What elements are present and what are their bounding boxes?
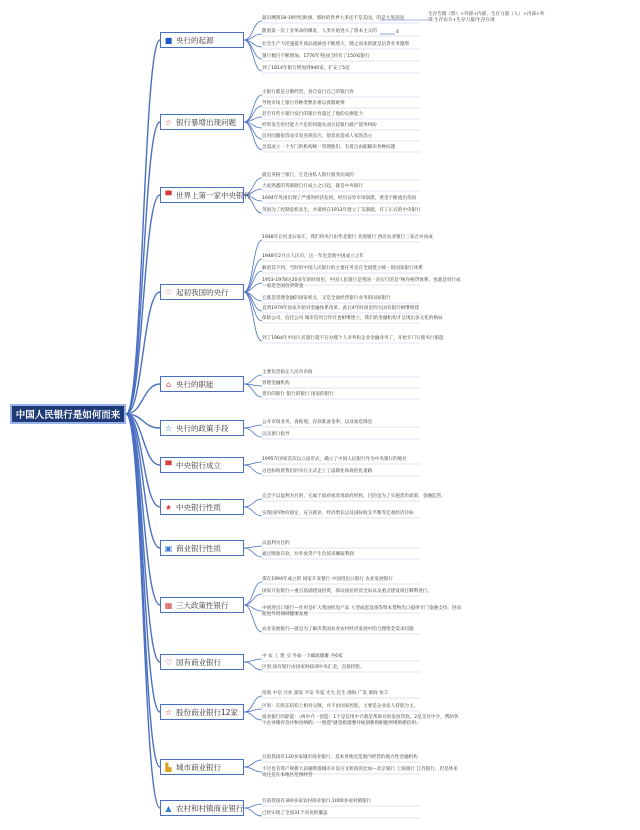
leaf-item: 到了1984年中国人民银行就不在办理个人业务和企业金融业务了，开始专门行使央行职能	[262, 336, 444, 341]
connector-line	[244, 804, 262, 808]
leaf-item: 到了1814年银行增加到940家，扩充了5倍	[262, 66, 350, 71]
category-node[interactable]	[160, 597, 244, 613]
connector-line	[244, 662, 262, 670]
star-outline-icon: ☆	[164, 423, 173, 433]
connector-line	[244, 548, 262, 557]
leaf-item: 英国为了控制危机发生，并最终在1913年建立了美联储，有了正式的中央银行	[262, 208, 421, 213]
leaf-item: 最早溯到18-19世纪欧洲，那时的世界大多还不是美国，的是大英帝国	[262, 16, 404, 21]
leaf-item: 区别：在股东结构上相对分散，并不由国家控股，主要是企业法人持股为主。	[262, 704, 419, 709]
gift-icon: ▦	[164, 600, 173, 610]
category-label: 央行的政策手段	[176, 423, 229, 433]
connector-line	[126, 414, 160, 808]
leaf-item: 保险公司，信托公司 城市信用合作社也相继建立，我们的金融机构才呈现出多元化的格局	[262, 316, 443, 321]
category-label: 世界上第一家中央银行	[176, 190, 251, 200]
connector-line	[244, 594, 262, 605]
leaf-item: 国家开发银行—重点基础建设投资，保证国民经济全局以及重点建设项目顺利进行。	[262, 589, 432, 594]
heart-outline-icon: ♡	[164, 287, 173, 297]
connector-line	[126, 122, 160, 414]
connector-line	[244, 292, 262, 311]
leaf-item: 小银行都是分散经营，各自发行自己的银行券	[262, 90, 354, 95]
connector-line	[126, 414, 160, 767]
leaf-item: 完全不以盈利为目的，它属于政府或者准政府机构，目的是为了实施货币政策，金融监管，	[262, 494, 446, 499]
connector-line	[244, 425, 262, 428]
star-outline-icon: ☆	[164, 707, 173, 717]
category-node[interactable]	[160, 420, 244, 436]
category-label: 股份商业银行12家	[176, 707, 239, 717]
leaf-item: 以及窗口指导	[262, 432, 290, 437]
leaf-item: 急需成立一个专门的机构统一管理他们，有着自由职解决各种问题	[262, 145, 396, 150]
leaf-item: 商业银行的职能：（两中介一创造）1个是信用中介就是帮助存款发放贷款。2是支付中介，帮助各个企业储存会计和出纳的。一创造“就是指需要开拓创新的职能所增的派信用。	[262, 715, 459, 726]
side-note	[428, 12, 548, 24]
category-label: 中央银行性质	[176, 502, 221, 512]
blue-square-icon: ■	[164, 35, 173, 45]
category-node[interactable]	[160, 284, 244, 300]
category-label: 央行的职能	[176, 379, 214, 389]
category-label: 央行的起源	[176, 35, 214, 45]
leaf-item: 解放其不到，当时的中国人民银行的主要任务是在全国建立统一的国家银行体系	[262, 266, 423, 271]
leaf-item: 它既是管理金融的国家机关，又是全面经营银行业务的国家银行	[262, 296, 391, 301]
leaf-item: 以盈利为目的	[262, 541, 290, 546]
category-node[interactable]	[160, 32, 244, 48]
image-icon: ▣	[164, 543, 173, 553]
leaf-item: 经常发生偿付能力不足的问题从而引起银行破产债务纠纷	[262, 123, 377, 128]
leaf-item: 实现国内物价稳定，充分就业，经济增长以及国际收支平衡等宏观经济目标	[262, 511, 414, 516]
category-node[interactable]	[160, 759, 244, 775]
leaf-item: 这也标致着我们的央行正式走上了法制化和规范化道路	[262, 469, 373, 474]
category-node[interactable]	[160, 187, 251, 203]
leaf-item: 通过吸收存款，对外放贷产生负债来赚取利润	[262, 552, 354, 557]
leaf-item: 大家熟悉的英联储自打成立之日起，就是中央银行	[262, 184, 364, 189]
leaf-item: 信用问题很容易引发连锁反应，很容易造成人家的恐心	[262, 134, 373, 139]
connector-line	[244, 507, 262, 516]
category-node[interactable]	[160, 499, 244, 515]
leaf-item: 甚至有些小银行发行的银行券超过了他的兑换能力	[262, 112, 364, 117]
connector-line	[244, 465, 262, 474]
category-label: 中央银行成立	[176, 460, 221, 470]
side-note-marker-text: 4	[396, 30, 399, 35]
leaf-item: 1948年在河北石家庄，我们将央行由华北银行 北海银行 西北农业银行三家合并而成	[262, 235, 433, 240]
red-star-icon: ★	[164, 502, 173, 512]
category-label: 商业银行性质	[176, 543, 221, 553]
building-icon: ▙	[165, 762, 172, 772]
side-note-text: 生存告假（影）+外部+内部，生存力量（人）+内部+外部 生存农力+生存力量/生存在现	[428, 12, 545, 23]
leaf-item: 就是英格兰银行，它是由私人银行演变而成的	[262, 173, 354, 178]
connector-line	[244, 240, 262, 292]
leaf-item: 导致市场上银行券种类繁杂难以真假难辨	[262, 101, 345, 106]
red-flag-icon: ▀	[165, 460, 172, 470]
connector-line	[244, 546, 262, 548]
leaf-item: 不过也有资产规模大获融资都城市开设分支机构的比如—北京银行 上海银行 江苏银行，但是体来说还是在本地区范围经营	[262, 767, 458, 778]
leaf-item: 1953-1978这20多年的时间里，中国人民银行是我国一直实行的是“统存统贷体系，也就是说行成一家是全国信贷资金	[262, 278, 461, 289]
connector-line	[244, 462, 262, 465]
category-label: 城市商业银行	[176, 762, 221, 772]
category-node[interactable]	[160, 457, 244, 473]
category-label: 三大政策性银行	[176, 600, 229, 610]
category-label: 农村和村镇商业银行	[176, 803, 244, 813]
connector-line	[244, 40, 262, 71]
connector-line	[244, 659, 262, 662]
leaf-item: 目前我国有300多家农村商业银行,1000多家村镇银行	[262, 799, 372, 804]
category-node[interactable]	[160, 114, 244, 130]
leaf-item: 区别:国有银行由国家财政部中央汇金，直接控股。	[262, 665, 365, 670]
connector-line	[244, 499, 262, 507]
category-node[interactable]	[160, 540, 244, 556]
leaf-item: 1948年2月正人民币，这一年也是新中国成立之年	[262, 254, 364, 259]
root-label: 中国人民银行是如何而来	[15, 410, 121, 421]
leaf-item: 直到1979年国家开始对金融体系改革，此后4年时间里四大国有银行相继组建	[262, 306, 420, 311]
category-node[interactable]	[160, 704, 244, 720]
connector-line	[244, 292, 262, 341]
category-node[interactable]	[160, 800, 244, 816]
red-flag-icon: ▀	[165, 190, 172, 200]
connector-line	[244, 709, 262, 712]
connector-line	[244, 767, 262, 772]
leaf-item: 中 农 工 建 交 外加一个邮政储蓄 共6家	[262, 654, 343, 659]
connector-line	[244, 696, 262, 712]
category-label: 银行暴增出现问题	[176, 117, 236, 127]
connector-line	[244, 375, 262, 384]
category-node[interactable]	[160, 654, 244, 670]
leaf-item: 中国进出口银行—作用是扩大我国机电产品 大型成套设备等资本货物出口提供专门金融支持，进而促进外贸领域健康发展	[262, 606, 461, 617]
leaf-item: 管理金融机构	[262, 381, 290, 386]
connector-line	[244, 122, 262, 150]
leaf-item: 主要负责稳定人民币币值	[262, 370, 313, 375]
connector-line	[244, 95, 262, 122]
connector-line	[244, 808, 262, 816]
leaf-item: 目前我国有130多家城市商业银行，基本各地近范围内经营的地方性金融机构	[262, 755, 418, 760]
heart-outline-icon: ♡	[164, 657, 173, 667]
mindmap-root[interactable]	[10, 404, 126, 424]
leaf-item: 招商 中信 兴业 浦发 平安 华夏 光大 民生 渤海 广发 浙商 恒丰	[262, 691, 389, 696]
drop-icon: ▲	[165, 803, 172, 813]
leaf-item: 已经实现了全国31个省份的覆盖	[262, 811, 328, 816]
leaf-item: 随着第一次工业革命的爆发，人类开始进入了资本主义的	[262, 29, 377, 34]
leaf-item: 银行数目不断增加，1776年英国已经有了150家银行	[262, 54, 370, 59]
leaf-item: 货币的银行 银行的银行 国家的银行	[262, 392, 334, 397]
category-node[interactable]	[160, 376, 244, 392]
leaf-item: 那在1994年成立的 国家开发银行 中国进出口银行 农业发展银行	[262, 577, 393, 582]
category-label: 起初我国的央行	[176, 287, 229, 297]
leaf-item: 1694年英国出现了严重的经济危机，经历证券市场崩溃，黄金不断流出英国	[262, 196, 417, 201]
house-icon: ⌂	[165, 379, 172, 389]
connector-line	[244, 582, 262, 605]
star-outline-icon: ☆	[164, 117, 173, 127]
category-label: 国有商业银行	[176, 657, 221, 667]
leaf-item: 1995年国家首次以立法形式，确立了中国人民银行作为中央银行的地位	[262, 457, 407, 462]
connector-line	[244, 605, 262, 632]
leaf-item: 社会生产力迅速提升商品流通也不断增大，随之而来的就是信贷业务激增	[262, 42, 410, 47]
side-note-marker	[396, 30, 399, 36]
leaf-item: 公开市场业务，再贴现，存款准备金率，以及加息降息	[262, 420, 373, 425]
connector-line	[244, 760, 262, 767]
connector-line	[244, 712, 262, 720]
connector-line	[244, 428, 262, 437]
leaf-item: 农业发展银行—就是为了解决我国农业农村经济发展中的合理资金需求问题	[262, 627, 414, 632]
